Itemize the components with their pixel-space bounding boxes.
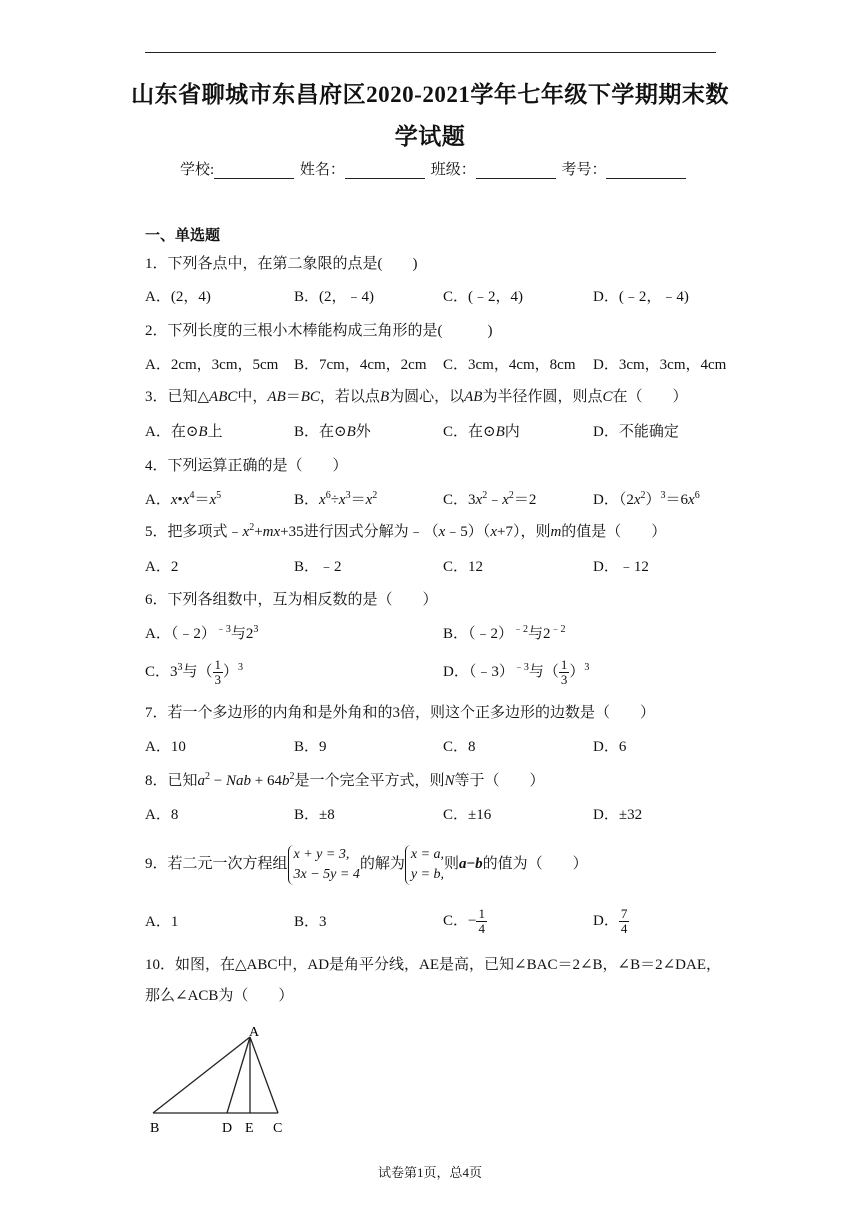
school-label: 学校:: [180, 162, 215, 178]
id-label: 考号：: [561, 162, 607, 178]
question-9: 9．若二元一次方程组x + y = 3, 3x − 5y = 4的解为x = a, y = b,则a−b的值为（ ）: [145, 843, 588, 885]
class-blank[interactable]: [476, 164, 556, 179]
q4-option-d: D．$(2x^2)^3=6x^6$: [593, 490, 700, 508]
q1-option-b: B．(2，﹣4): [294, 289, 374, 305]
label-d: D: [222, 1121, 233, 1136]
q6-option-a: A．（﹣2）$^{﹣3}$与$2^3$: [145, 624, 259, 642]
q8-option-c: C．±16: [443, 807, 492, 823]
question-5: 5．把多项式$﹣x^2+mx+35$进行因式分解为﹣（x﹣5）（x+7），则m的值是（ ）: [145, 522, 667, 540]
q1-option-d: D．(﹣2，﹣4): [593, 289, 689, 305]
q3-option-b: B．在⊙B外: [294, 424, 371, 440]
label-b: B: [150, 1121, 160, 1136]
q1-option-c: C．(﹣2，4): [443, 289, 523, 305]
q2-option-b: B．7cm，4cm，2cm: [294, 357, 427, 373]
label-e: E: [245, 1121, 254, 1136]
name-blank[interactable]: [345, 164, 425, 179]
q8-option-b: B．±8: [294, 807, 335, 823]
class-label: 班级：: [430, 162, 476, 178]
q7-option-a: A．10: [145, 739, 186, 755]
student-info: [180, 158, 688, 179]
question-10: 10．如图，在△ABC中，AD是角平分线，AE是高，已知∠BAC＝2∠B，∠B＝2∠DAE，: [145, 957, 721, 973]
side-ac: [250, 1037, 278, 1113]
section-heading: 一、单选题: [145, 228, 221, 244]
question-3: 3．已知△ABC中，AB＝BC，若以点B为圆心，以AB为半径作圆，则点C在（ ）: [145, 389, 688, 405]
school-blank[interactable]: [214, 164, 294, 179]
q7-option-b: B．9: [294, 739, 327, 755]
q7-option-d: D．6: [593, 739, 627, 755]
triangle-figure: [140, 1025, 300, 1140]
q2-option-c: C．3cm，4cm，8cm: [443, 357, 576, 373]
question-7: 7．若一个多边形的内角和是外角和的3倍，则这个正多边形的边数是（ ）: [145, 705, 656, 721]
q5-option-b: B．﹣2: [294, 559, 342, 575]
bisector-ad: [227, 1037, 250, 1113]
q6-option-b: B．（﹣2）$^{﹣2}$与$2^{﹣2}$: [443, 624, 566, 642]
page-title: 山东省聊城市东昌府区2020-2021学年七年级下学期期末数: [131, 82, 729, 107]
q8-option-d: D．±32: [593, 807, 643, 823]
label-a: A: [249, 1025, 260, 1040]
q6-option-d: D．（﹣3）$^{﹣3}$与（ $\frac{1}{3}$ ）$^3$: [443, 657, 590, 688]
q4-option-a: A．$x•x^4=x^5$: [145, 490, 222, 508]
side-ab: [153, 1037, 250, 1113]
page-title-cont: 学试题: [394, 124, 466, 149]
name-label: 姓名：: [299, 162, 345, 178]
q8-option-a: A．8: [145, 807, 179, 823]
q4-option-c: C．$3x^2﹣x^2=2$: [443, 490, 537, 508]
q5-option-c: C．12: [443, 559, 484, 575]
equation-system: x + y = 3, 3x − 5y = 4: [288, 845, 360, 885]
q3-option-a: A．在⊙B上: [145, 424, 223, 440]
q9-option-b: B．3: [294, 914, 327, 930]
q9-option-a: A．1: [145, 914, 179, 930]
q7-option-c: C．8: [443, 739, 476, 755]
q2-option-d: D．3cm，3cm，4cm: [593, 357, 727, 373]
question-4: 4．下列运算正确的是（ ）: [145, 458, 348, 474]
q3-option-d: D．不能确定: [593, 424, 679, 440]
question-10-cont: 那么∠ACB为（ ）: [145, 988, 294, 1004]
q6-option-c: C．$3^3$与（ $\frac{1}{3}$ ）$^3$: [145, 657, 244, 688]
q9-option-d: D． $\frac{7}{4}$: [593, 906, 628, 937]
q3-option-c: C．在⊙B内: [443, 424, 520, 440]
page-footer: 试卷第1页，总4页: [377, 1165, 482, 1180]
question-1: 1．下列各点中，在第二象限的点是( ): [145, 256, 418, 272]
question-8: 8．已知$a^2$ − Nab + $64b^2$是一个完全平方式，则N等于（ ）: [145, 771, 545, 789]
q9-option-c: C．− $\frac{1}{4}$: [443, 906, 485, 937]
solution-system: x = a, y = b,: [405, 845, 444, 885]
q1-option-a: A．(2，4): [145, 289, 211, 305]
question-6: 6．下列各组数中，互为相反数的是（ ）: [145, 592, 438, 608]
q5-option-a: A．2: [145, 559, 179, 575]
id-blank[interactable]: [606, 164, 686, 179]
q4-option-b: B．$x^6\div x^3=x^2$: [294, 490, 378, 508]
q5-option-d: D．﹣12: [593, 559, 649, 575]
question-2: 2．下列长度的三根小木棒能构成三角形的是( ): [145, 323, 493, 339]
q2-option-a: A．2cm，3cm，5cm: [145, 357, 279, 373]
header-rule: [145, 52, 716, 53]
label-c: C: [273, 1121, 283, 1136]
